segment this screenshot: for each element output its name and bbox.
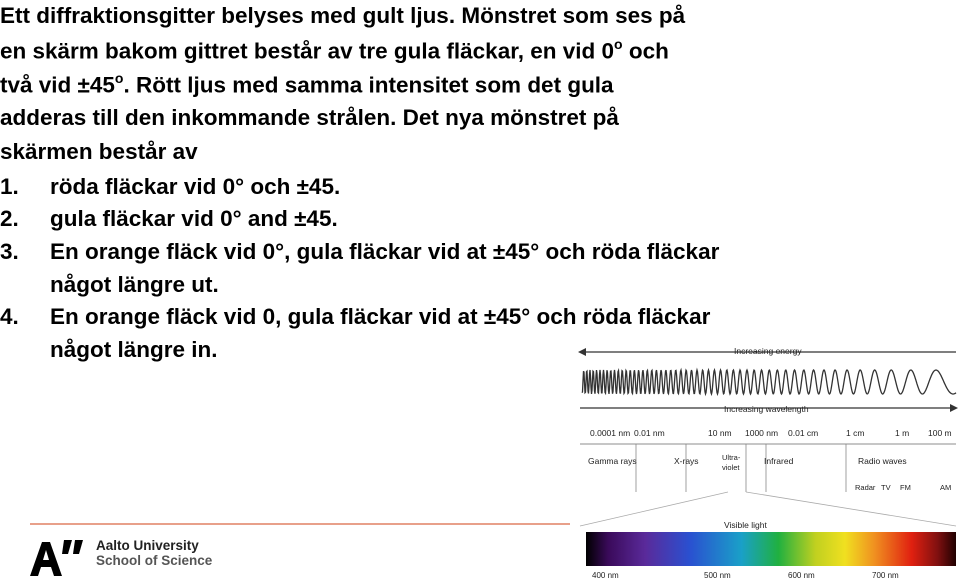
option-1[interactable]: 1. röda fläckar vid 0° och ±45.	[0, 174, 341, 199]
visible-spectrum-bar	[586, 532, 956, 566]
visible-scale-400: 400 nm	[592, 571, 619, 580]
logo-university-name: Aalto University	[96, 538, 199, 553]
scale-label-5: 0.01 cm	[788, 428, 819, 438]
visible-scale-600: 600 nm	[788, 571, 815, 580]
question-line-5: skärmen består av	[0, 139, 198, 164]
option-4-continued: något längre in.	[50, 337, 218, 362]
increasing-energy-label: Increasing energy	[734, 346, 802, 356]
logo-school-name: School of Science	[96, 553, 213, 568]
visible-scale-700: 700 nm	[872, 571, 899, 580]
question-line-1: Ett diffraktionsgitter belyses med gult ljus. Mönstret som ses på	[0, 3, 686, 28]
band-gamma: Gamma rays	[588, 456, 637, 466]
band-ultraviolet-2: violet	[722, 463, 740, 472]
option-4[interactable]: 4. En orange fläck vid 0, gula fläckar vid at ±45° och röda fläckar	[0, 304, 711, 329]
em-spectrum-figure	[576, 340, 960, 584]
scale-label-7: 1 m	[895, 428, 910, 438]
question-line-3: två vid $\pm 45^o$. Rött ljus med samma intensitet som det gula	[0, 70, 614, 98]
scale-label-4: 1000 nm	[745, 428, 779, 438]
footer-divider	[30, 523, 570, 525]
band-xrays: X-rays	[674, 456, 699, 466]
aalto-logo-icon	[28, 540, 88, 578]
visible-light-label: Visible light	[724, 520, 767, 530]
scale-label-1: 0.0001 nm	[590, 428, 631, 438]
question-line-4: adderas till den inkommande strålen. Det nya mönstret på	[0, 105, 619, 130]
option-3-continued: något längre ut.	[50, 272, 219, 297]
wave-graphic	[582, 370, 956, 394]
band-infrared: Infrared	[764, 456, 794, 466]
option-2[interactable]: 2. gula fläckar vid 0° and ±45.	[0, 206, 338, 231]
radio-tv: TV	[881, 483, 891, 492]
radio-fm: FM	[900, 483, 911, 492]
radio-am: AM	[940, 483, 952, 492]
option-3[interactable]: 3. En orange fläck vid 0°, gula fläckar vid at ±45° och röda fläckar	[0, 239, 720, 264]
band-radio: Radio waves	[858, 456, 907, 466]
visible-scale-500: 500 nm	[704, 571, 731, 580]
band-ultraviolet-1: Ultra-	[722, 453, 741, 462]
radio-radar: Radar	[855, 483, 876, 492]
increasing-wavelength-label: Increasing wavelength	[724, 404, 809, 414]
question-line-2: en skärm bakom gittret består av tre gula fläckar, en vid 0$^o$ och	[0, 36, 669, 64]
scale-label-6: 1 cm	[846, 428, 865, 438]
scale-label-8: 100 m	[928, 428, 952, 438]
scale-label-3: 10 nm	[708, 428, 732, 438]
scale-label-2: 0.01 nm	[634, 428, 665, 438]
